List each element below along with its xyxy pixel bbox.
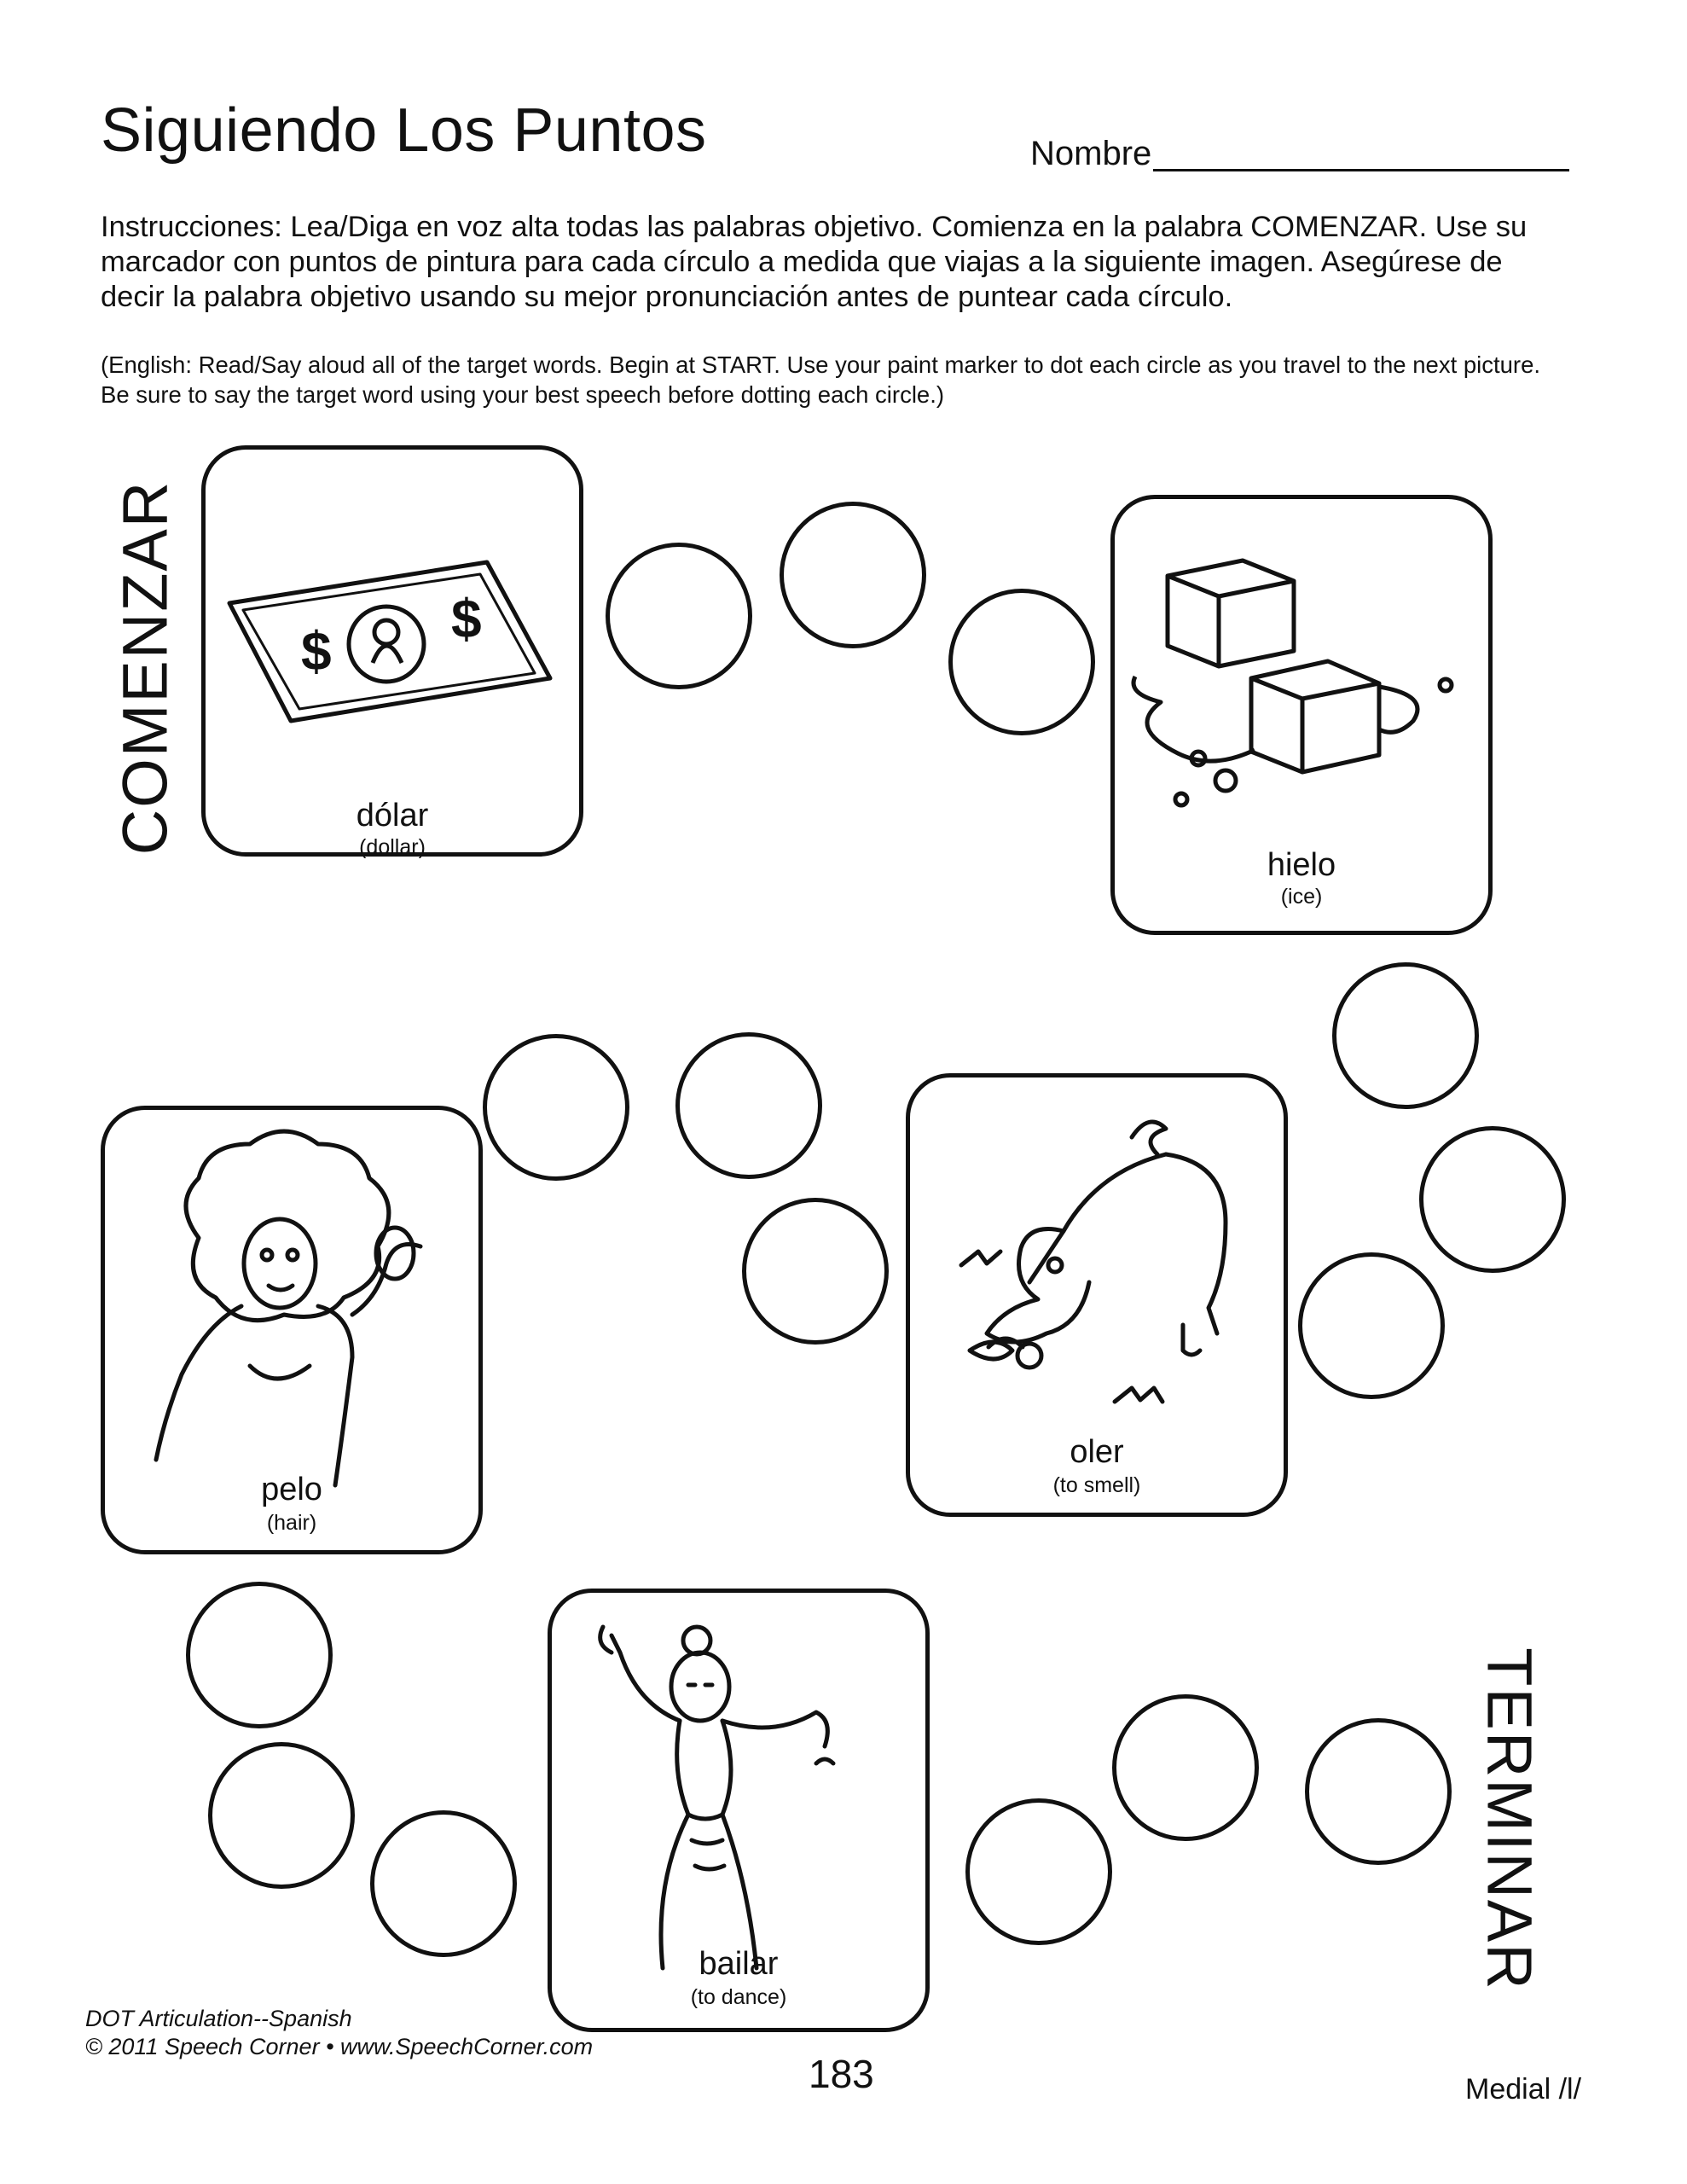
picture-card-oler: [906, 1073, 1288, 1517]
path-dot[interactable]: [675, 1032, 822, 1179]
path-dot[interactable]: [208, 1742, 355, 1889]
path-dot[interactable]: [965, 1798, 1112, 1945]
card-gloss: (dollar): [359, 835, 426, 859]
svg-text:$: $: [301, 620, 332, 682]
path-dot[interactable]: [370, 1810, 517, 1957]
page-number: 183: [809, 2052, 874, 2096]
instructions-spanish: Instrucciones: Lea/Diga en voz alta todas las palabras objetivo. Comienza en la palabra COMENZAR. Use su marcador con puntos de pintura para cada círculo a medida que viajas a la siguiente imagen. Asegúrese de decir la palabra objetivo usando su mejor pronunciación antes de puntear cada círculo.: [101, 211, 1528, 313]
end-label: TERMINAR: [1474, 1647, 1545, 1991]
path-dot[interactable]: [1305, 1718, 1452, 1865]
instructions-english: (English: Read/Say aloud all of the target words. Begin at START. Use your paint marker to dot each circle as you travel to the next picture. Be sure to say the target word using your best speech before dotting each circle.): [101, 351, 1541, 408]
name-label: Nombre: [1030, 135, 1152, 172]
card-word: dólar: [356, 798, 429, 834]
path-dot[interactable]: [742, 1198, 889, 1345]
path-dot[interactable]: [780, 502, 926, 648]
path-dot[interactable]: [1332, 962, 1479, 1109]
card-gloss: (hair): [266, 1511, 317, 1535]
card-word: hielo: [1267, 847, 1336, 883]
path-dot[interactable]: [186, 1582, 333, 1728]
card-word: pelo: [261, 1472, 322, 1507]
card-gloss: (to smell): [1052, 1473, 1141, 1497]
name-field-line[interactable]: [1153, 169, 1569, 171]
svg-text:$: $: [451, 588, 482, 649]
picture-card-pelo: [101, 1106, 483, 1554]
page-title: Siguiendo Los Puntos: [101, 96, 707, 165]
picture-card-bailar: [548, 1589, 930, 2032]
picture-card-dolar: [201, 445, 583, 857]
footer-book-title: DOT Articulation--Spanish: [85, 2006, 352, 2031]
card-gloss: (to dance): [690, 1985, 787, 2009]
footer-copyright: © 2011 Speech Corner • www.SpeechCorner.com: [85, 2034, 594, 2059]
path-dot[interactable]: [1112, 1694, 1259, 1841]
path-dot[interactable]: [1419, 1126, 1566, 1273]
card-word: bailar: [699, 1946, 779, 1982]
picture-card-hielo: [1110, 495, 1493, 935]
target-sound-label: Medial /l/: [1465, 2073, 1582, 2106]
path-dot[interactable]: [483, 1034, 629, 1181]
card-gloss: (ice): [1280, 885, 1323, 909]
start-label: COMENZAR: [109, 479, 181, 856]
footer-credit: [85, 2005, 593, 2061]
path-dot[interactable]: [948, 589, 1095, 735]
path-dot[interactable]: [606, 543, 752, 689]
card-word: oler: [1070, 1434, 1124, 1470]
path-dot[interactable]: [1298, 1252, 1445, 1399]
